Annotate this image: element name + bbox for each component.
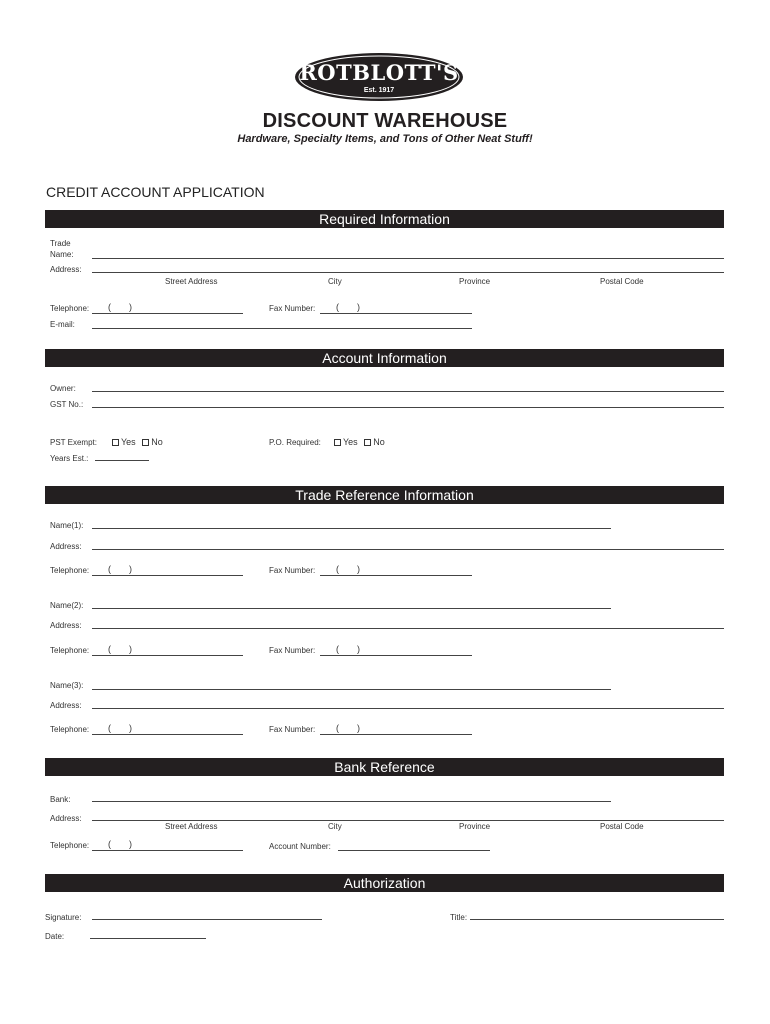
po-no-checkbox[interactable] xyxy=(364,439,371,446)
ref3-tel-open-paren: ( xyxy=(108,723,111,733)
years-est-field[interactable] xyxy=(95,460,149,461)
bank-address-field[interactable] xyxy=(92,820,724,821)
email-label: E-mail: xyxy=(50,320,75,329)
telephone-field[interactable] xyxy=(92,313,243,314)
section-header-bank: Bank Reference xyxy=(45,758,724,776)
logo-tagline: Hardware, Specialty Items, and Tons of Other Neat Stuff! xyxy=(237,133,533,145)
ref3-telephone-label: Telephone: xyxy=(50,725,90,734)
signature-label: Signature: xyxy=(45,913,82,922)
bank-postal-code-caption: Postal Code xyxy=(600,822,644,831)
email-field[interactable] xyxy=(92,328,472,329)
ref1-fax-close-paren: ) xyxy=(357,564,360,574)
ref3-fax-label: Fax Number: xyxy=(269,725,316,734)
bank-tel-close-paren: ) xyxy=(129,839,132,849)
bank-street-address-caption: Street Address xyxy=(165,822,218,831)
owner-label: Owner: xyxy=(50,384,76,393)
po-yes-label: Yes xyxy=(343,437,358,447)
ref1-telephone-label: Telephone: xyxy=(50,566,90,575)
bank-address-label: Address: xyxy=(50,814,82,823)
ref2-telephone-field[interactable] xyxy=(92,655,243,656)
street-address-caption: Street Address xyxy=(165,277,218,286)
ref1-fax-open-paren: ( xyxy=(336,564,339,574)
ref1-tel-close-paren: ) xyxy=(129,564,132,574)
company-logo xyxy=(294,52,464,102)
section-header-account: Account Information xyxy=(45,349,724,367)
date-label: Date: xyxy=(45,932,65,941)
ref2-telephone-label: Telephone: xyxy=(50,646,90,655)
pst-exempt-label: PST Exempt: xyxy=(50,438,97,447)
ref2-address-field[interactable] xyxy=(92,628,724,629)
years-est-label: Years Est.: xyxy=(50,454,89,463)
ref3-address-field[interactable] xyxy=(92,708,724,709)
ref1-fax-field[interactable] xyxy=(320,575,472,576)
pst-yes-label: Yes xyxy=(121,437,136,447)
section-header-authorization: Authorization xyxy=(45,874,724,892)
account-number-label: Account Number: xyxy=(269,842,331,851)
section-header-trade: Trade Reference Information xyxy=(45,486,724,504)
ref3-address-label: Address: xyxy=(50,701,82,710)
ref2-tel-close-paren: ) xyxy=(129,644,132,654)
ref1-tel-open-paren: ( xyxy=(108,564,111,574)
ref2-fax-label: Fax Number: xyxy=(269,646,316,655)
area-code-close-paren: ) xyxy=(129,302,132,312)
po-no-label: No xyxy=(373,437,385,447)
section-header-required: Required Information xyxy=(45,210,724,228)
pst-exempt-options xyxy=(108,437,163,447)
ref2-fax-open-paren: ( xyxy=(336,644,339,654)
ref3-fax-open-paren: ( xyxy=(336,723,339,733)
gst-label: GST No.: xyxy=(50,400,84,409)
name3-field[interactable] xyxy=(92,689,611,690)
city-caption: City xyxy=(328,277,342,286)
name1-field[interactable] xyxy=(92,528,611,529)
trade-name-label-line1: Trade xyxy=(50,239,71,248)
address-field[interactable] xyxy=(92,272,724,273)
trade-name-field[interactable] xyxy=(92,258,724,259)
po-yes-checkbox[interactable] xyxy=(334,439,341,446)
ref2-fax-close-paren: ) xyxy=(357,644,360,654)
signature-field[interactable] xyxy=(92,919,322,920)
fax-area-code-open-paren: ( xyxy=(336,302,339,312)
ref2-fax-field[interactable] xyxy=(320,655,472,656)
bank-telephone-field[interactable] xyxy=(92,850,243,851)
po-required-label: P.O. Required: xyxy=(269,438,321,447)
bank-telephone-label: Telephone: xyxy=(50,841,90,850)
ref1-telephone-field[interactable] xyxy=(92,575,243,576)
area-code-open-paren: ( xyxy=(108,302,111,312)
pst-no-label: No xyxy=(151,437,163,447)
ref3-fax-field[interactable] xyxy=(320,734,472,735)
gst-field[interactable] xyxy=(92,407,724,408)
name2-field[interactable] xyxy=(92,608,611,609)
ref1-fax-label: Fax Number: xyxy=(269,566,316,575)
bank-tel-open-paren: ( xyxy=(108,839,111,849)
title-label: Title: xyxy=(450,913,468,922)
bank-province-caption: Province xyxy=(459,822,491,831)
po-required-options xyxy=(330,437,385,447)
name1-label: Name(1): xyxy=(50,521,84,530)
ref3-tel-close-paren: ) xyxy=(129,723,132,733)
fax-number-field[interactable] xyxy=(320,313,472,314)
form-title: CREDIT ACCOUNT APPLICATION xyxy=(46,184,265,200)
telephone-label: Telephone: xyxy=(50,304,90,313)
name2-label: Name(2): xyxy=(50,601,84,610)
ref3-fax-close-paren: ) xyxy=(357,723,360,733)
title-field[interactable] xyxy=(470,919,724,920)
name3-label: Name(3): xyxy=(50,681,84,690)
ref2-tel-open-paren: ( xyxy=(108,644,111,654)
ref3-telephone-field[interactable] xyxy=(92,734,243,735)
account-number-field[interactable] xyxy=(338,850,490,851)
bank-label: Bank: xyxy=(50,795,71,804)
trade-name-label-line2: Name: xyxy=(50,250,74,259)
date-field[interactable] xyxy=(90,938,206,939)
fax-area-code-close-paren: ) xyxy=(357,302,360,312)
ref1-address-field[interactable] xyxy=(92,549,724,550)
logo-est-text: Est. 1917 xyxy=(363,87,395,94)
logo-brand-text: ROTBLOTT'S xyxy=(299,60,459,85)
bank-field[interactable] xyxy=(92,801,611,802)
pst-no-checkbox[interactable] xyxy=(142,439,149,446)
fax-number-label: Fax Number: xyxy=(269,304,316,313)
ref1-address-label: Address: xyxy=(50,542,82,551)
owner-field[interactable] xyxy=(92,391,724,392)
postal-code-caption: Postal Code xyxy=(600,277,644,286)
ref2-address-label: Address: xyxy=(50,621,82,630)
bank-city-caption: City xyxy=(328,822,342,831)
address-label: Address: xyxy=(50,265,82,274)
province-caption: Province xyxy=(459,277,491,286)
pst-yes-checkbox[interactable] xyxy=(112,439,119,446)
logo-headline: DISCOUNT WAREHOUSE xyxy=(262,110,508,132)
